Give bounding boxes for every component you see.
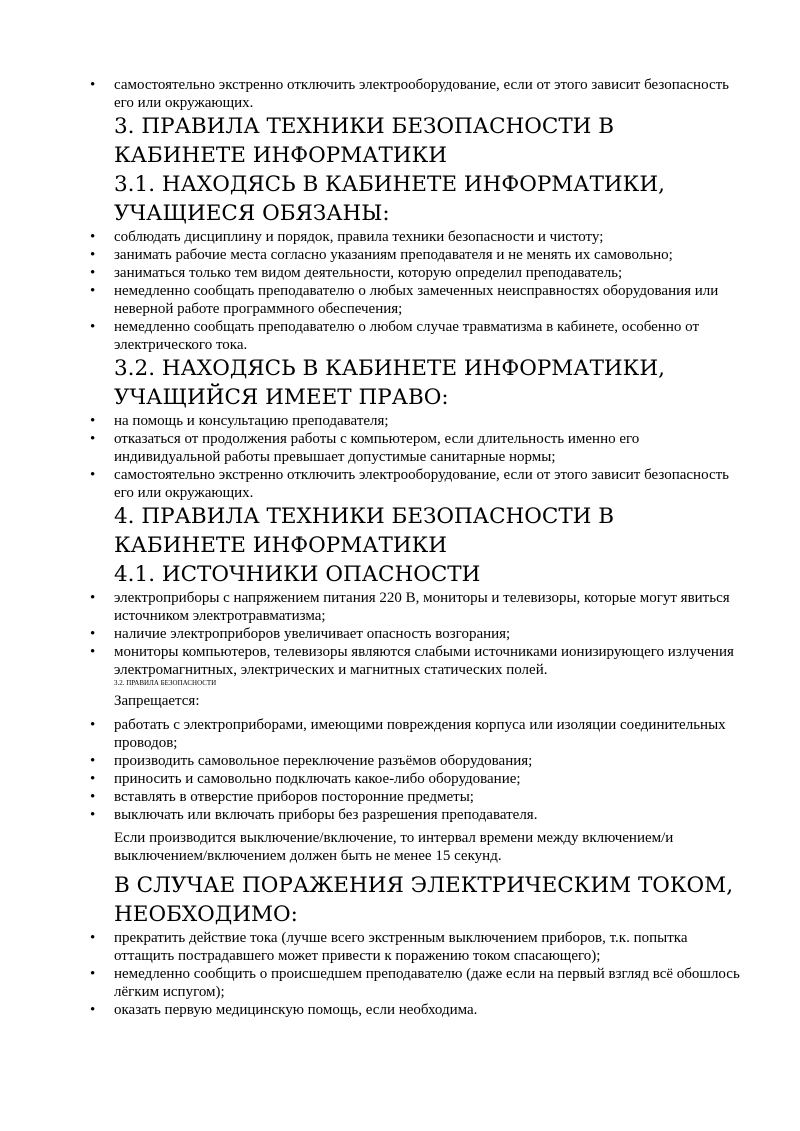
list-item: • заниматься только тем видом деятельности, которую определил преподаватель; [90,264,740,282]
list-item: • приносить и самовольно подключать какое-либо оборудование; [90,770,740,788]
section-heading-3-1: 3.1. НАХОДЯСЬ В КАБИНЕТЕ ИНФОРМАТИКИ, УЧАЩИЕСЯ ОБЯЗАНЫ: [114,172,665,226]
section-heading-4-1: 4.1. ИСТОЧНИКИ ОПАСНОСТИ [114,562,481,587]
interval-note: Если производится выключение/включение, то интервал времени между включением/и выключением/включением должен быть не менее 15 секунд. [114,830,674,864]
list-item: • оказать первую медицинскую помощь, если необходима. [90,1001,740,1019]
list-item: • немедленно сообщать преподавателю о любом случае травматизма в кабинете, особенно от электрического тока. [90,318,740,354]
intro-list [90,76,740,112]
forbidden-label: Запрещается: [114,693,200,709]
section-heading-3-2: 3.2. НАХОДЯСЬ В КАБИНЕТЕ ИНФОРМАТИКИ, УЧАЩИЙСЯ ИМЕЕТ ПРАВО: [114,356,665,410]
small-caption: 3.2. ПРАВИЛА БЕЗОПАСНОСТИ [114,679,217,687]
list-item: • самостоятельно экстренно отключить электрооборудование, если от этого зависит безопасность его или окружающих. [90,466,740,502]
list-item: • соблюдать дисциплину и порядок, правила техники безопасности и чистоту; [90,228,740,246]
list-item: • работать с электроприборами, имеющими повреждения корпуса или изоляции соединительных проводов; [90,716,740,752]
list-item: • производить самовольное переключение разъёмов оборудования; [90,752,740,770]
forbidden-list [90,716,740,824]
hazard-sources-list [90,589,740,679]
list-item: • наличие электроприборов увеличивает опасность возгорания; [90,625,740,643]
section-heading-shock: В СЛУЧАЕ ПОРАЖЕНИЯ ЭЛЕКТРИЧЕСКИМ ТОКОМ, НЕОБХОДИМО: [114,873,734,927]
list-item: • немедленно сообщить о происшедшем преподавателю (даже если на первый взгляд всё обошлось лёгким испугом); [90,965,740,1001]
list-item: • самостоятельно экстренно отключить электрооборудование, если от этого зависит безопасность его или окружающих. [90,76,740,112]
section-heading-4: 4. ПРАВИЛА ТЕХНИКИ БЕЗОПАСНОСТИ В КАБИНЕТЕ ИНФОРМАТИКИ [114,504,615,558]
list-item: • прекратить действие тока (лучше всего экстренным выключением приборов, т.к. попытка оттащить пострадавшего может привести к поражению током спасающего); [90,929,740,965]
list-item: • мониторы компьютеров, телевизоры являются слабыми источниками ионизирующего излучения электромагнитных, электрических и магнитных статических полей. [90,643,740,679]
list-item: • электроприборы с напряжением питания 220 В, мониторы и телевизоры, которые могут явиться источником электротравматизма; [90,589,740,625]
shock-actions-list [90,929,740,1019]
list-item: • занимать рабочие места согласно указаниям преподавателя и не менять их самовольно; [90,246,740,264]
list-item: • отказаться от продолжения работы с компьютером, если длительность именно его индивидуальной работы превышает допустимые санитарные нормы; [90,430,740,466]
rights-list [90,412,740,502]
section-heading-3: 3. ПРАВИЛА ТЕХНИКИ БЕЗОПАСНОСТИ В КАБИНЕТЕ ИНФОРМАТИКИ [114,114,615,168]
duties-list [90,228,740,354]
list-item: • вставлять в отверстие приборов посторонние предметы; [90,788,740,806]
list-item: • на помощь и консультацию преподавателя; [90,412,740,430]
list-item: • немедленно сообщать преподавателю о любых замеченных неисправностях оборудования или неверной работе программного обеспечения; [90,282,740,318]
list-item: • выключать или включать приборы без разрешения преподавателя. [90,806,740,824]
